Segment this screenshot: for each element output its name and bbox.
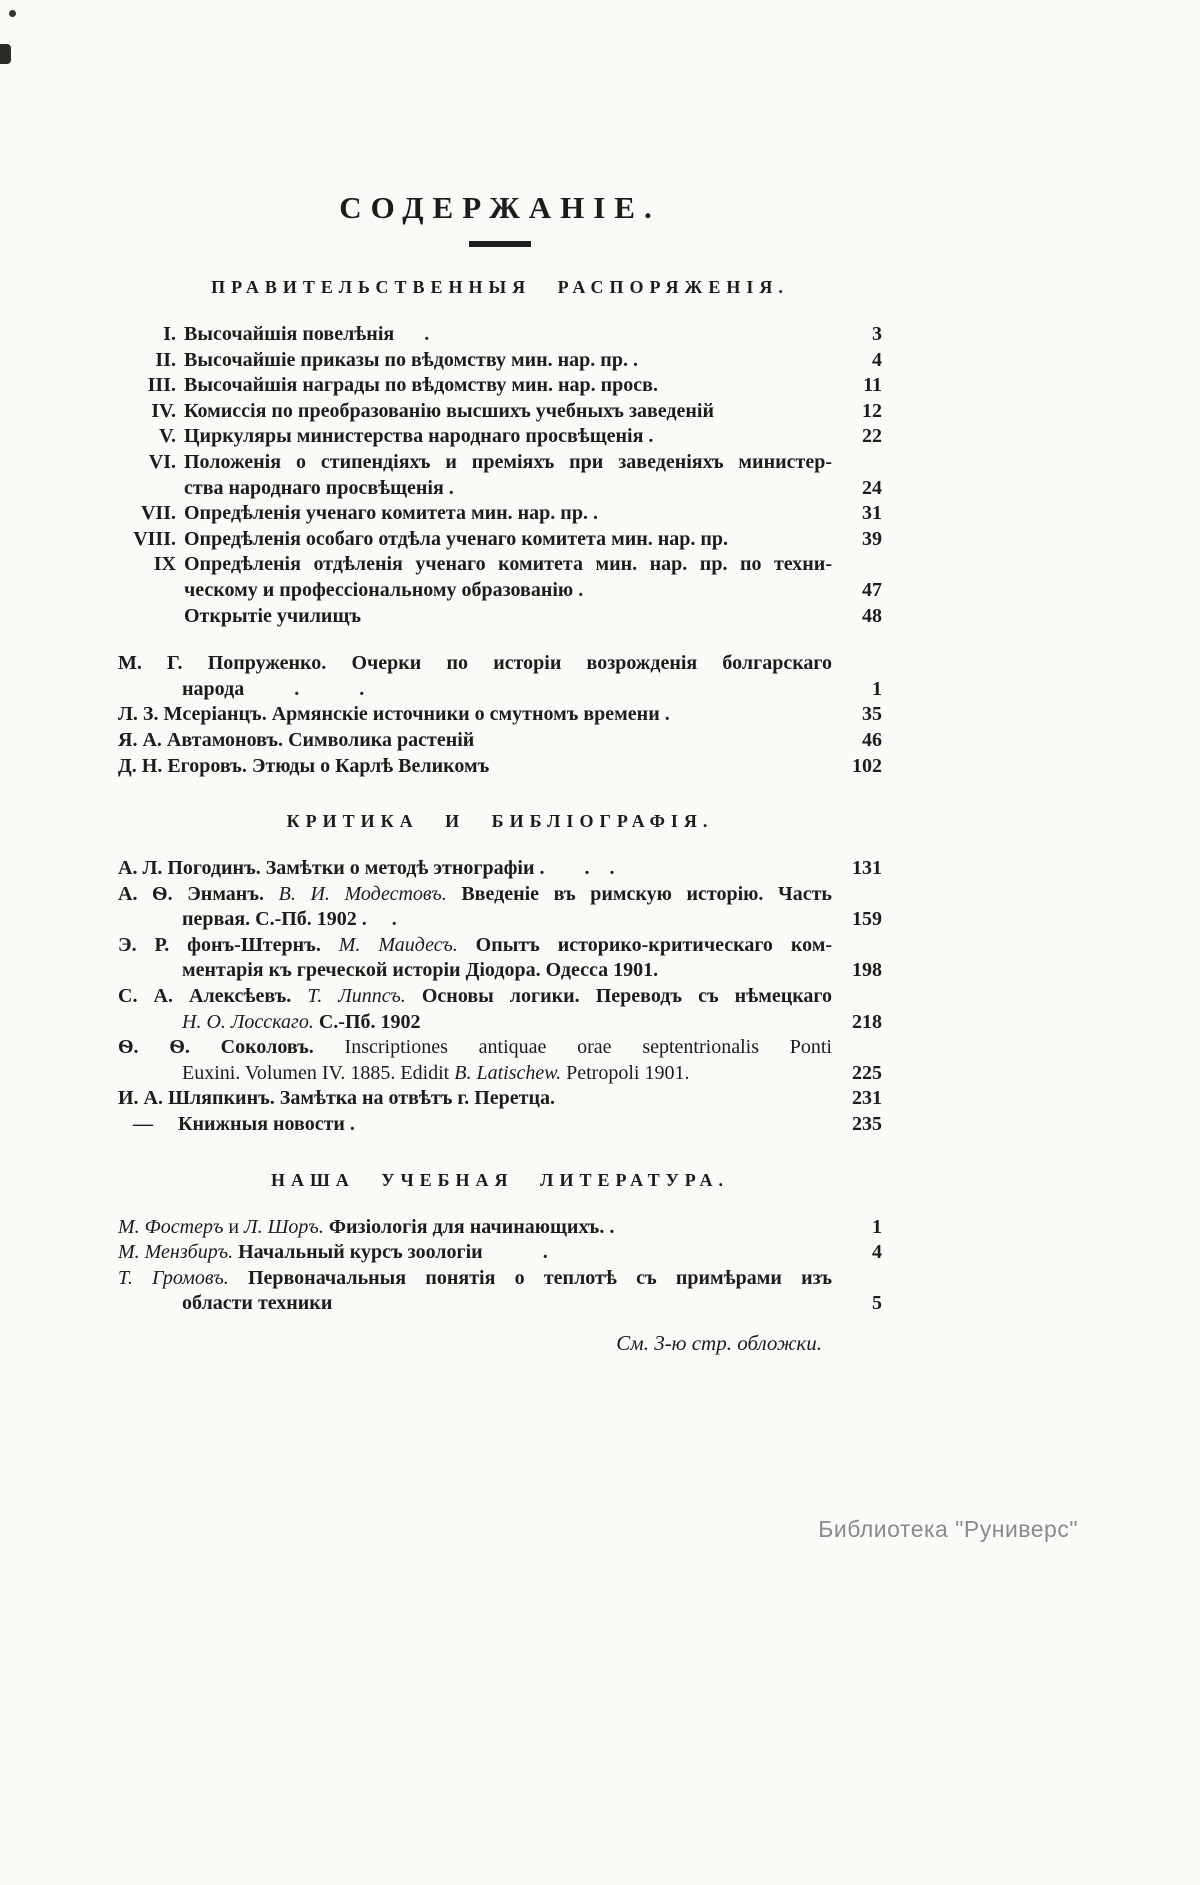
entry-text [118,882,832,933]
text-segment: ства народнаго просвѣщенія . [184,476,454,499]
text-segment: А. Ѳ. Энманъ. [118,882,279,905]
text-segment: и [223,1215,245,1238]
entry-text [184,399,832,425]
entry-line [118,1240,832,1266]
toc-entry [118,552,882,603]
toc-entry [118,373,882,399]
entry-text [184,373,832,399]
entry-number: VI. [148,450,176,473]
page-number: 22 [862,425,882,448]
text-segment: М. Фостеръ [118,1215,224,1238]
toc-entry [118,702,882,728]
text-segment: Физіологія для начинающихъ. . [323,1215,615,1238]
toc-entry [118,322,882,348]
entry-line [118,1266,832,1292]
text-segment: Д. Н. Егоровъ. [118,754,247,777]
entry-line [184,527,832,553]
entry-line [182,958,832,984]
entry-line [118,984,832,1010]
toc-entry [118,527,882,553]
entry-line [118,1086,832,1112]
page-number: 159 [852,908,882,931]
text-segment: Очерки по исторіи возрожденія болгарскаго [326,652,832,675]
toc-entry [118,984,882,1035]
text-segment: М. Маидесъ. [338,933,458,956]
entry-text [118,1112,832,1138]
entry-text [184,604,832,630]
toc-entry [118,450,882,501]
page-number: 131 [852,857,882,880]
entry-number: II. [155,348,176,371]
text-segment: области техники [182,1292,333,1315]
page-number: 231 [852,1087,882,1110]
section-articles [118,651,882,779]
page-number: 218 [852,1010,882,1033]
entry-text [184,552,832,603]
entry-line [118,856,832,882]
text-segment: Циркуляры министерства народнаго просвѣщенія . [184,425,654,448]
entry-text [184,450,832,501]
entry-line [184,604,832,630]
text-segment: Euxini. Volumen IV. 1885. Edidit [182,1061,455,1084]
entry-line [118,1112,832,1138]
text-segment: В. И. Модестовъ. [278,882,447,905]
page-number: 4 [872,348,882,371]
text-segment: А. Л. Погодинъ. [118,857,261,880]
entry-number: V. [159,425,176,448]
entry-text [118,1086,832,1112]
footnote: См. 3-ю стр. обложки. [616,1331,822,1355]
text-segment: С.-Пб. 1902 [313,1010,421,1033]
section-government-orders [118,277,882,629]
text-segment: Опредѣленія особаго отдѣла ученаго комитета мин. нар. пр. [184,527,729,550]
text-segment: народа . . [182,677,365,700]
text-segment: Начальный курсъ зоологіи . [233,1241,548,1264]
entry-number: IX [153,553,176,576]
entry-line [184,476,832,502]
entry-number: VIII. [133,527,176,550]
text-segment: Л. З. Мсеріанцъ. [118,703,267,726]
section-heading: НАША УЧЕБНАЯ ЛИТЕРАТУРА. [270,1169,730,1190]
toc-entry [118,933,882,984]
entry-text [184,322,832,348]
text-segment: ческому и профессіональному образованію . [184,578,584,601]
entry-text [118,1266,832,1317]
entry-line [182,1010,832,1036]
page-number: 47 [862,578,882,601]
text-segment: Inscriptiones antiquae orae septentrionalis Ponti [313,1036,832,1059]
text-segment: Высочайшіе приказы по вѣдомству мин. нар. пр. . [184,348,638,371]
toc-entries [118,1215,882,1317]
toc-entry [118,1266,882,1317]
entry-text [118,1035,832,1086]
entry-text [184,348,832,374]
entry-line [184,348,832,374]
page-number: 12 [862,399,882,422]
entry-line [118,651,832,677]
page-number: 39 [862,527,882,550]
text-segment: Открытіе училищъ [184,604,361,627]
page-number: 3 [872,323,882,345]
text-segment: Petropoli 1901. [561,1061,690,1084]
entry-text [118,856,832,882]
text-segment: Символика растеній [283,728,475,751]
toc-entry [118,501,882,527]
entry-number [118,604,184,630]
page-number: 1 [872,677,882,700]
library-watermark: Библиотека "Руниверс" [818,1516,1078,1542]
text-segment: М. Мензбиръ. [118,1241,234,1264]
entry-number: III. [147,374,176,397]
entry-text [118,933,832,984]
toc-entry [118,882,882,933]
page-number: 48 [862,604,882,627]
entry-text [118,728,832,754]
entry-text [184,424,832,450]
text-segment: Первоначальныя понятія о теплотѣ съ примѣрами изъ [228,1266,833,1289]
toc-entry [118,1035,882,1086]
entry-line [184,578,832,604]
entry-number: IV. [151,399,176,422]
entry-text [118,651,832,702]
toc-entry [118,604,882,630]
toc-entry [118,856,882,882]
entry-line [118,1215,832,1241]
text-segment: И. А. Шляпкинъ. [118,1087,275,1110]
text-segment: Положенія о стипендіяхъ и преміяхъ при заведеніяхъ министер- [184,450,832,473]
text-segment: Высочайшія повелѣнія . [184,323,430,345]
entry-line [118,1035,832,1061]
page-number: 235 [852,1113,882,1136]
entry-line [184,399,832,425]
page-number: 102 [852,754,882,777]
entry-text [118,754,832,780]
entry-line [184,450,832,476]
document-page [118,190,882,1356]
text-segment: Опредѣленія отдѣленія ученаго комитета мин. нар. пр. по техни- [184,553,832,576]
entry-line [182,1061,832,1087]
toc-entry [118,754,882,780]
text-segment: С. А. Алексѣевъ. [118,985,308,1008]
toc-entries [118,856,882,1138]
entry-line [118,754,832,780]
text-segment: Э. Р. фонъ-Штернъ. [118,933,339,956]
page-number: 24 [862,476,882,499]
title-rule [469,241,531,247]
text-segment: Я. А. Автамоновъ. [118,728,284,751]
entry-text [118,984,832,1035]
entry-line [118,702,832,728]
entry-line [184,373,832,399]
page-number: 4 [872,1241,882,1264]
page-number: 225 [852,1061,882,1084]
toc-entry [118,399,882,425]
text-segment: B. Latischew. [454,1061,562,1084]
text-segment: Комиссія по преобразованію высшихъ учебныхъ заведеній [184,399,714,422]
text-segment: Основы логики. Переводъ съ нѣмецкаго [405,985,833,1008]
entry-text [184,501,832,527]
toc-entry [118,728,882,754]
text-segment: Этюды о Карлѣ Великомъ [246,754,490,777]
text-segment: Ѳ. Ѳ. Соколовъ. [118,1036,314,1059]
toc-entry [118,1112,882,1138]
toc-entries [118,322,882,629]
entry-line [184,501,832,527]
toc-entry [118,348,882,374]
entry-line [184,424,832,450]
section-heading: ПРАВИТЕЛЬСТВЕННЫЯ РАСПОРЯЖЕНІЯ. [211,277,789,297]
entry-number: I. [163,323,176,345]
section-heading: КРИТИКА И БИБЛІОГРАФІЯ. [286,811,714,832]
entry-line [182,677,832,703]
entry-line [118,882,832,908]
text-segment: первая. С.-Пб. 1902 . . [182,908,397,931]
text-segment: ментарія къ греческой исторіи Діодора. Одесса 1901. [182,959,659,982]
text-segment: Высочайшія награды по вѣдомству мин. нар. просв. [184,374,658,397]
text-segment: Опредѣленія ученаго комитета мин. нар. пр. . [184,502,598,525]
text-segment: Т. Липпсъ. [307,985,406,1008]
text-segment: Н. О. Лосскаго. [182,1010,314,1033]
page-number: 46 [862,728,882,751]
entry-number: VII. [140,502,176,525]
entry-line [182,1291,832,1317]
entry-line [118,728,832,754]
toc-entry [118,1240,882,1266]
text-segment: Армянскіе источники о смутномъ времени . [266,703,670,726]
toc-entry [118,424,882,450]
toc-entry [118,1086,882,1112]
entry-text [118,1215,832,1241]
toc-entries [118,651,882,779]
page-title: СОДЕРЖАНІЕ. [339,190,661,225]
page-number: 11 [863,374,882,397]
text-segment: Замѣтки о методѣ этнографіи . . . [260,857,615,880]
entry-text [118,702,832,728]
entry-text [184,527,832,553]
text-segment: Опытъ историко-критическаго ком- [457,933,833,956]
text-segment: М. Г. Попруженко. [118,652,327,675]
page-number: 1 [872,1215,882,1238]
text-segment: Введеніе въ римскую исторію. Часть [446,882,833,905]
entry-line [118,933,832,959]
toc-entry [118,1215,882,1241]
text-segment: — Книжныя новости . [118,1113,355,1136]
text-segment: Т. Громовъ. [118,1266,229,1289]
scan-artifact [0,44,11,64]
page-number: 198 [852,959,882,982]
page-number: 5 [872,1292,882,1315]
section-educational-literature [118,1170,882,1317]
scan-artifact [9,10,16,17]
text-segment: Л. Шоръ. [244,1215,324,1238]
entry-text [118,1240,832,1266]
entry-line [184,552,832,578]
section-criticism-bibliography [118,811,882,1138]
toc-entry [118,651,882,702]
entry-line [182,907,832,933]
page-number: 31 [862,502,882,525]
text-segment: Замѣтка на отвѣтъ г. Перетца. [274,1087,555,1110]
page-number: 35 [862,703,882,726]
entry-line [184,322,832,348]
